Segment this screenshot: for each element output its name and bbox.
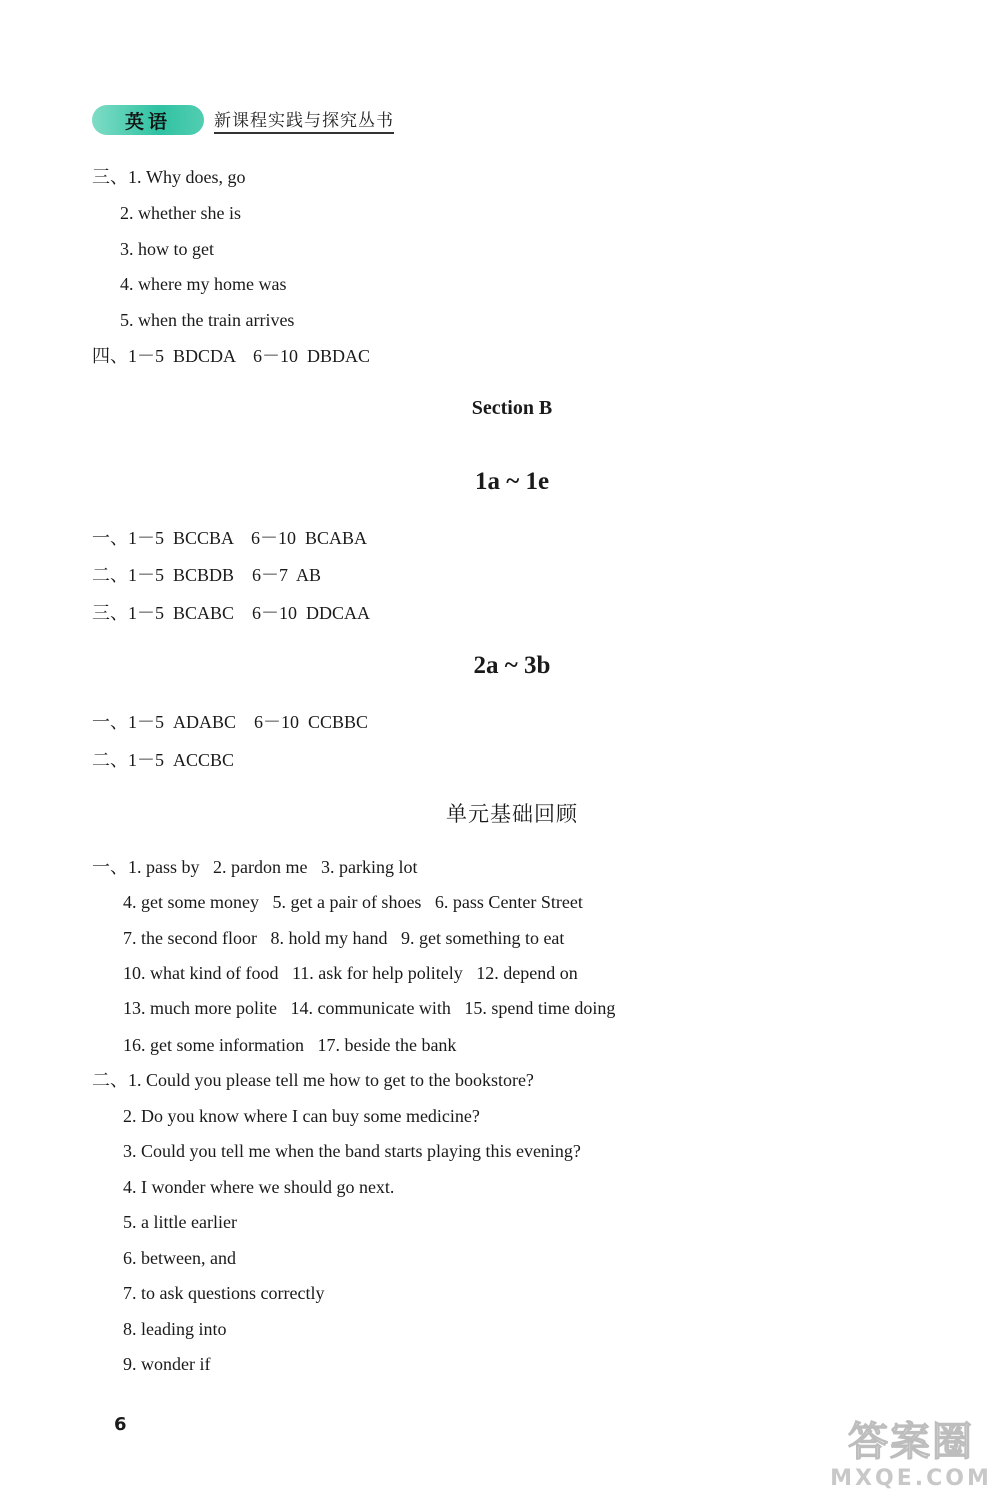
answer-line: 二、1－5 ACCBC — [92, 750, 235, 770]
answer-line: 2. whether she is — [120, 203, 241, 223]
answer-line: 二、1－5 BCBDB 6－7 AB — [92, 565, 322, 585]
answer-line: 7. the second floor 8. hold my hand 9. get something to eat — [123, 928, 565, 948]
answer-line: 三、1－5 BCABC 6－10 DDCAA — [92, 603, 371, 623]
answer-line: 7. to ask questions correctly — [123, 1283, 325, 1303]
answer-line: 9. wonder if — [123, 1354, 211, 1374]
section-heading: Section B — [471, 397, 553, 419]
answer-line: 4. get some money 5. get a pair of shoes 6. pass Center Street — [123, 892, 583, 912]
subject-badge: 英语 — [92, 105, 204, 135]
answer-line: 10. what kind of food 11. ask for help politely 12. depend on — [123, 963, 578, 983]
answer-line: 5. a little earlier — [123, 1212, 237, 1232]
page-header — [92, 104, 394, 136]
part-heading: 1a ~ 1e — [474, 468, 550, 495]
answer-line: 5. when the train arrives — [120, 310, 295, 330]
answer-line: 2. Do you know where I can buy some medicine? — [123, 1106, 480, 1126]
page-number: 6 — [114, 1414, 127, 1435]
answer-line: 8. leading into — [123, 1319, 227, 1339]
answer-line: 四、1－5 BDCDA 6－10 DBDAC — [92, 346, 371, 366]
answer-line: 4. where my home was — [120, 274, 287, 294]
watermark-logo — [826, 1418, 996, 1498]
answer-line: 一、1－5 ADABC 6－10 CCBBC — [92, 712, 369, 732]
series-title: 新课程实践与探究丛书 — [214, 106, 394, 134]
answer-line: 二、1. Could you please tell me how to get to the bookstore? — [92, 1070, 534, 1090]
answer-line: 4. I wonder where we should go next. — [123, 1177, 395, 1197]
part-heading: 2a ~ 3b — [473, 652, 551, 679]
review-heading: 单元基础回顾 — [446, 802, 578, 826]
answer-line: 3. how to get — [120, 239, 214, 259]
answer-line: 13. much more polite 14. communicate with 15. spend time doing — [123, 998, 616, 1018]
answer-line: 一、1－5 BCCBA 6－10 BCABA — [92, 528, 368, 548]
answer-line: 3. Could you tell me when the band starts playing this evening? — [123, 1141, 581, 1161]
watermark-url: MXQE.COM — [830, 1466, 992, 1491]
answer-line: 16. get some information 17. beside the bank — [123, 1035, 457, 1055]
watermark-text: 答案圈 — [848, 1419, 974, 1465]
answer-line: 三、1. Why does, go — [92, 167, 246, 187]
answer-line: 一、1. pass by 2. pardon me 3. parking lot — [92, 857, 418, 877]
answer-line: 6. between, and — [123, 1248, 236, 1268]
